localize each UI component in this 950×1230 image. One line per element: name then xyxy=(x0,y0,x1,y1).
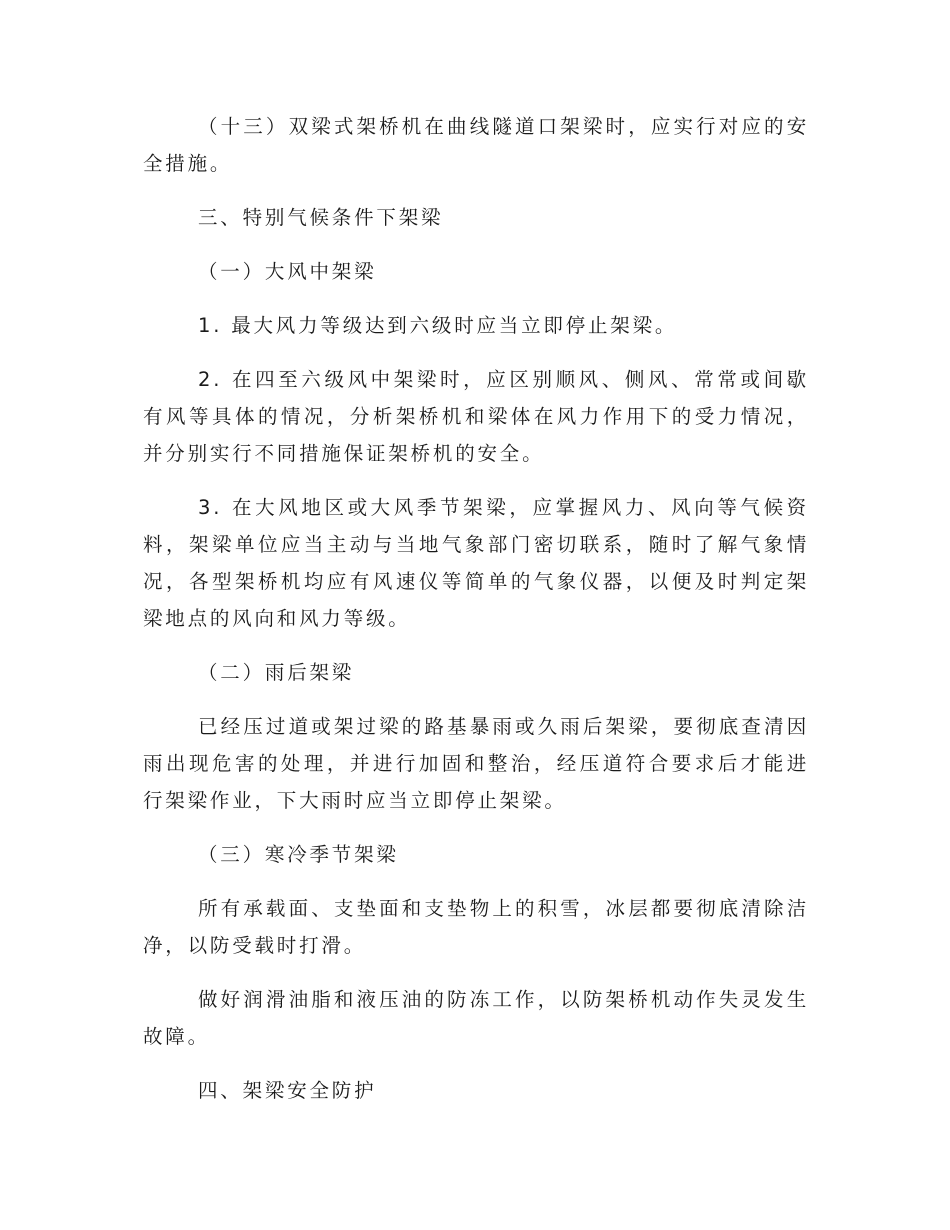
heading-safety-protection: 四、架梁安全防护 xyxy=(198,1079,377,1102)
paragraph-cold-antifreeze: 做好润滑油脂和液压油的防冻工作，以防架桥机动作失灵发生故障。 xyxy=(143,988,809,1048)
paragraph-section-13: （十三）双梁式架桥机在曲线隧道口架梁时，应实行对应的安全措施。 xyxy=(143,115,809,175)
heading-cold-season: （三）寒冷季节架梁 xyxy=(198,843,399,866)
paragraph-after-rain: 已经压过道或架过梁的路基暴雨或久雨后架梁，要彻底查清因雨出现危害的处理，并进行加固和整治，经压道符合要求后才能进行架梁作业，下大雨时应当立即停止架梁。 xyxy=(143,715,809,812)
paragraph-wind-item-2: 2. 在四至六级风中架梁时，应区别顺风、侧风、常常或间歇有风等具体的情况，分析架桥机和梁体在风力作用下的受力情况，并分别实行不同措施保证架桥机的安全。 xyxy=(143,368,809,465)
paragraph-wind-item-1: 1. 最大风力等级达到六级时应当立即停止架梁。 xyxy=(198,314,678,337)
paragraph-wind-item-3: 3. 在大风地区或大风季节架梁，应掌握风力、风向等气候资料，架梁单位应当主动与当地气象部门密切联系，随时了解气象情况，各型架桥机均应有风速仪等简单的气象仪器，以便及时判定架梁地点的风向和风力等级。 xyxy=(143,496,809,630)
paragraph-cold-snow: 所有承载面、支垫面和支垫物上的积雪，冰层都要彻底清除洁净，以防受载时打滑。 xyxy=(143,897,809,957)
heading-special-weather: 三、特别气候条件下架梁 xyxy=(198,206,444,229)
heading-after-rain: （二）雨后架梁 xyxy=(198,661,355,684)
document-body xyxy=(143,108,809,1109)
heading-strong-wind: （一）大风中架梁 xyxy=(198,260,377,283)
